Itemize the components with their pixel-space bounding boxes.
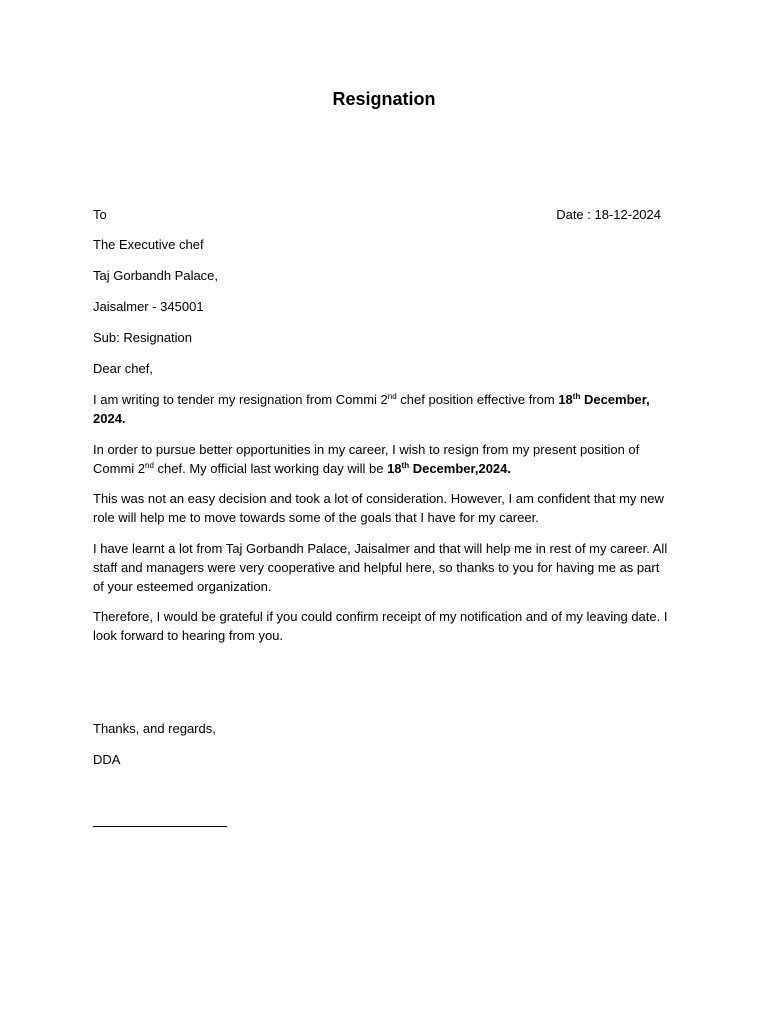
- address-line-3: Jaisalmer - 345001: [93, 299, 204, 314]
- paragraph-2: [93, 440, 673, 478]
- signature-name: DDA: [93, 752, 121, 767]
- paragraph-3: This was not an easy decision and took a lot of consideration. However, I am confident that my new role will help me to move towards some of the goals that I have for my career.: [93, 491, 664, 525]
- paragraph-2-bold-rest: December,2024.: [409, 461, 511, 476]
- closing-line: Thanks, and regards,: [93, 721, 216, 736]
- paragraph-2-bold-date: [387, 461, 511, 476]
- paragraph-5: Therefore, I would be grateful if you could confirm receipt of my notification and of my leaving date. I look forward to hearing from you.: [93, 609, 668, 643]
- paragraph-4: I have learnt a lot from Taj Gorbandh Palace, Jaisalmer and that will help me in rest of my career. All staff and managers were very cooperative and helpful here, so thanks to you for having me as part of your esteemed organization.: [93, 541, 668, 594]
- paragraph-1-text-a: I am writing to tender my resignation from Commi 2: [93, 392, 388, 407]
- paragraph-1-text-b: chef position effective from: [396, 392, 559, 407]
- paragraph-2-text-a: In order to pursue better opportunities in my career, I wish to resign from my present position of Commi 2: [93, 442, 640, 476]
- address-line-2: Taj Gorbandh Palace,: [93, 268, 219, 283]
- subject-line: Sub: Resignation: [93, 330, 193, 345]
- recipient-date-row: [93, 205, 661, 224]
- paragraph-1-bold-day: 18: [558, 392, 573, 407]
- paragraph-2-bold-sup: th: [401, 461, 410, 470]
- paragraph-1-sup: nd: [387, 392, 397, 401]
- paragraph-2-text-b: chef. My official last working day will be: [153, 461, 388, 476]
- letter-date: Date : 18-12-2024: [556, 207, 661, 222]
- address-line-1: The Executive chef: [93, 237, 204, 252]
- paragraph-1-bold-sup: th: [572, 392, 581, 401]
- paragraph-1-bold-rest: December, 2024.: [93, 392, 650, 426]
- paragraph-2-bold-day: 18: [387, 461, 402, 476]
- salutation: Dear chef,: [93, 361, 153, 376]
- paragraph-1: [93, 390, 673, 428]
- paragraph-2-sup: nd: [145, 461, 154, 470]
- to-label: To: [93, 207, 107, 222]
- document-title: Resignation: [332, 89, 436, 109]
- signature-line: [93, 826, 227, 827]
